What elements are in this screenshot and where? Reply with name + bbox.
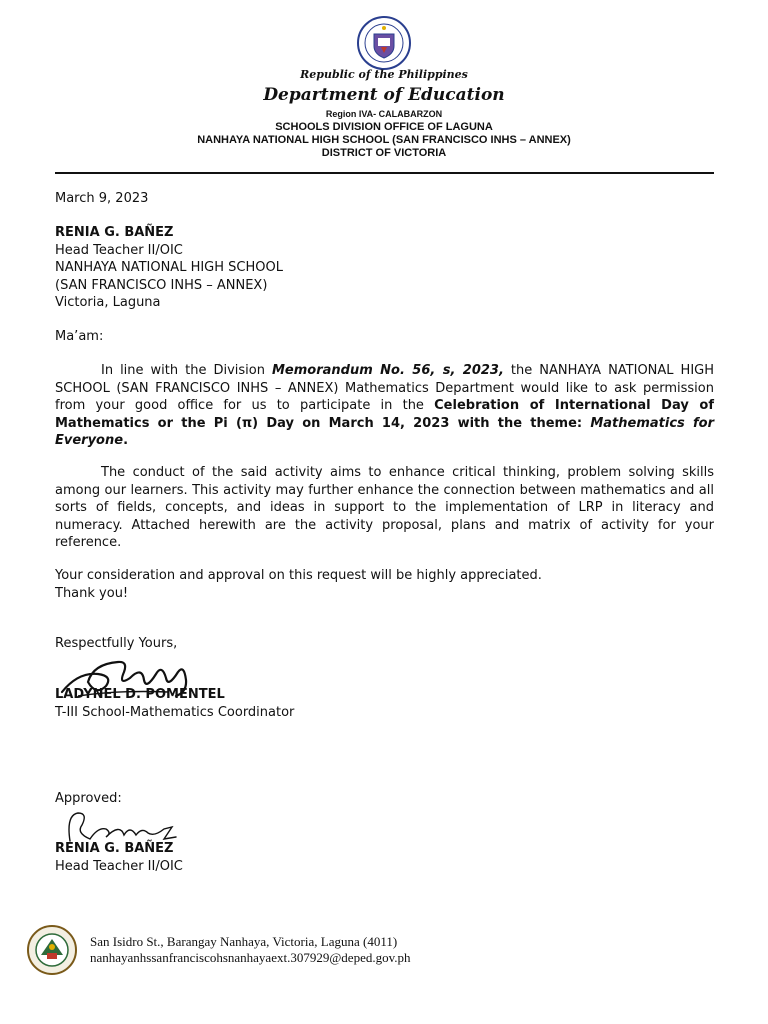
approver-title: Head Teacher II/OIC [55, 858, 183, 874]
recipient-annex: (SAN FRANCISCO INHS – ANNEX) [55, 277, 268, 293]
header-divider [55, 172, 714, 174]
memo-reference: Memorandum No. 56, s, 2023, [271, 363, 504, 378]
p1-intro: In line with the Division [101, 363, 272, 378]
appreciation-line: Your consideration and approval on this request will be highly appreciated. [55, 568, 542, 583]
paragraph-3 [55, 567, 714, 602]
footer-address: San Isidro St., Barangay Nanhaya, Victoria, Laguna (4011) [90, 934, 398, 949]
letter-date: March 9, 2023 [55, 191, 149, 206]
recipient-school: NANHAYA NATIONAL HIGH SCHOOL [55, 260, 283, 275]
paragraph-1 [55, 362, 714, 450]
p1-body: the NANHAYA NATIONAL HIGH SCHOOL (SAN FRANCISCO INHS – ANNEX) Mathematics Department would like to ask permission from your good office for us to participate in the [55, 363, 715, 413]
approver-name: RENIA G. BAÑEZ [55, 841, 174, 856]
department-heading: Department of Education [263, 85, 505, 105]
republic-heading: Republic of the Philippines [300, 68, 468, 81]
deped-seal-icon [357, 16, 411, 70]
district-line: DISTRICT OF VICTORIA [321, 147, 447, 159]
recipient-block [55, 224, 283, 312]
approved-label: Approved: [55, 791, 122, 806]
approver-block [55, 840, 183, 875]
recipient-name: RENIA G. BAÑEZ [55, 225, 174, 240]
school-logo-icon [27, 925, 77, 975]
event-theme: Mathematics for Everyone [55, 415, 714, 448]
closing: Respectfully Yours, [55, 636, 178, 651]
footer-email[interactable]: nanhayanhssanfranciscohsnanhayaext.307929@deped.gov.ph [90, 950, 411, 965]
division-line: SCHOOLS DIVISION OFFICE OF LAGUNA [275, 121, 493, 133]
footer-contact [90, 934, 411, 966]
region-line: Region IVA- CALABARZON [325, 109, 443, 119]
recipient-location: Victoria, Laguna [55, 295, 161, 310]
thank-you-line: Thank you! [55, 585, 129, 601]
recipient-title: Head Teacher II/OIC [55, 242, 183, 258]
p1-end: . [123, 433, 129, 448]
paragraph-2: The conduct of the said activity aims to enhance critical thinking, problem solving skills among our learners. This activity may further enhance the connection between mathematics and all sorts of fields, concepts, and ideas in support to the implementation of LRP in literacy and numeracy. Attached herewith are the activity proposal, plans and matrix of activity for your reference. [55, 465, 714, 550]
signatory-title: T-III School-Mathematics Coordinator [55, 704, 295, 720]
signatory-name: LADYNEL D. POMENTEL [55, 687, 225, 702]
salutation: Ma’am: [55, 329, 104, 344]
event-title: Celebration of International Day of Mathematics or the Pi (π) Day on March 14, 2023 with the theme: [55, 398, 714, 431]
school-line: NANHAYA NATIONAL HIGH SCHOOL (SAN FRANCISCO INHS – ANNEX) [197, 134, 571, 146]
signatory-block [55, 686, 294, 721]
